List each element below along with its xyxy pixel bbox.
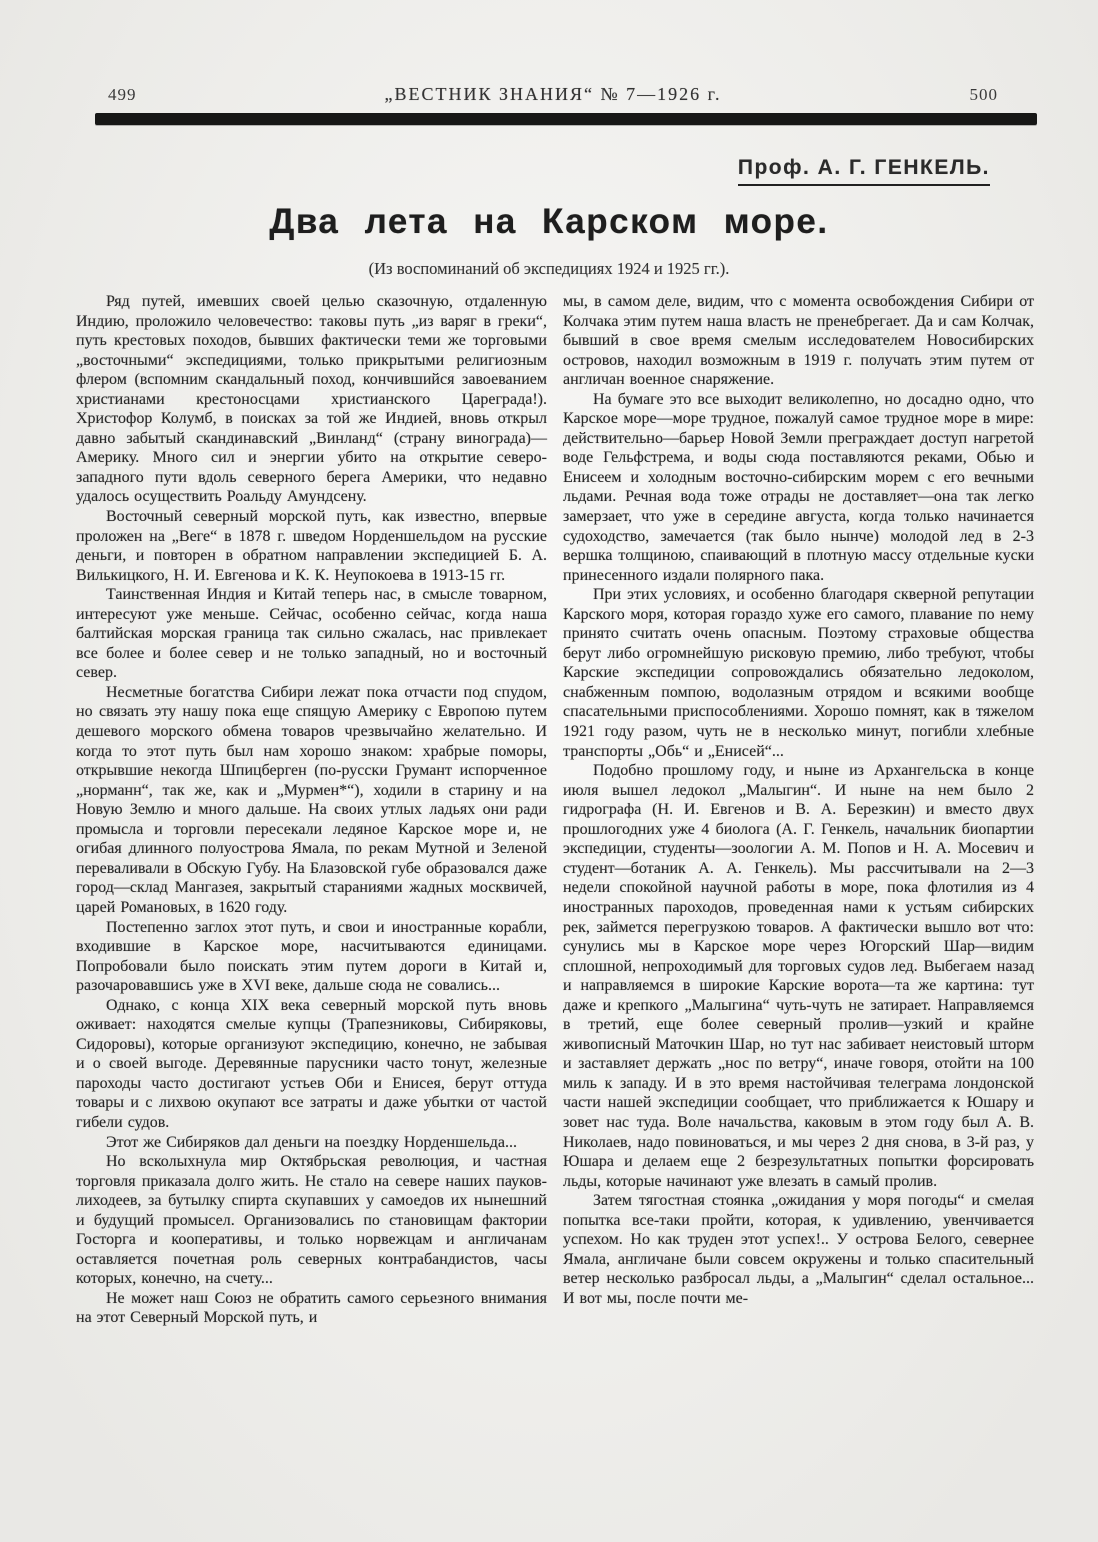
paragraph: На бумаге это все выходит великолепно, но досадно одно, что Карское море—море трудное, пожалуй самое трудное море в мире: действительно—барьер Новой Земли преграждает доступ нагретой воде Гельфстрема, и воды сюда поставляются реками, Обью и Енисеем и холодным восточно-сибирским морем с его вечными льдами. Речная вода тоже отрады не доставляет—она так легко замерзает, что уже в середине августа, когда только начинается судоходство, замечается (так было нынче) молодой лед в 2-3 вершка толщиною, спаивающий в плотную массу отдельные куски принесенного издали полярного пака. [563, 390, 1034, 584]
article-body [76, 292, 1034, 1328]
byline-row [0, 156, 990, 186]
paragraph: Постепенно заглох этот путь, и свои и иностранные корабли, входившие в Карское море, насчитываются единицами. Попробовали было поискать этим путем дороги в Китай и, разочаровавшись уже в XVI веке, дальше сюда не совались... [76, 918, 547, 995]
author-byline: Проф. А. Г. ГЕНКЕЛЬ. [738, 156, 990, 186]
paragraph: Этот же Сибиряков дал деньги на поездку Норденшельда... [106, 1133, 518, 1151]
paragraph: Не может наш Союз не обратить самого серьезного внимания на этот Северный Морской путь, и [76, 1289, 547, 1327]
running-head [108, 84, 998, 105]
article-subtitle: (Из воспоминаний об экспедициях 1924 и 1925 гг.). [368, 259, 730, 278]
header-rule [95, 113, 1037, 125]
paragraph: мы, в самом деле, видим, что с момента освобождения Сибири от Колчака этим путем наша власть не пренебрегает. Да и сам Колчак, бывший в свое время смелым исследователем Новосибирских островов, находил возможным в 1919 г. получать этим путем от англичан военное снаряжение. [563, 293, 1034, 389]
paragraph: При этих условиях, и особенно благодаря скверной репутации Карского моря, которая гораздо хуже его самого, плавание по нему принято считать очень опасным. Поэтому страховые общества берут либо огромнейшую рисковую премию, либо требуют, чтобы Карские экспедиции сопровождались обязательно ледоколом, снабженным помпою, водолазным отрядом и всякими вообще спасательными приспособлениями. Хорошо помнят, как в тяжелом 1921 году разом, чуть не в несколько минут, погибли хлебные транспорты „Обь“ и „Енисей“... [563, 586, 1034, 760]
left-column [76, 292, 547, 1328]
paragraph: Несметные богатства Сибири лежат пока отчасти под спудом, но связать эту нашу пока еще спящую Америку с Европою путем дешевого морского обмена товаров чрезвычайно желательно. И когда то этот путь был нам хорошо знаком: храбрые поморы, открывшие некогда Шпицберген (по-русски Грумант испорченное „норманн“, так же, как и „Мурмен*“), ходили в старину и на Новую Землю и много дальше. На своих утлых ладьях они ради промысла и торговли пересекали ледяное Карское море и, не огибая длинного полуострова Ямала, по рекам Мутной и Зеленой переваливали в Обскую Губу. На Блазовской губе образовался даже город—склад Мангазея, закрытый стараниями жадных москвичей, царей Романовых, в 1620 году. [76, 683, 547, 916]
page-number-left: 499 [108, 85, 137, 104]
journal-title: „ВЕСТНИК ЗНАНИЯ“ № 7—1926 г. [384, 84, 722, 104]
paragraph: Таинственная Индия и Китай теперь нас, в смысле товарном, интересуют уже меньше. Сейчас, особенно сейчас, когда наша балтийская морская граница так сильно сжалась, нас привлекает все более и более север и не только западный, но и восточный север. [76, 586, 547, 682]
paragraph: Но всколыхнула мир Октябрьская революция, и частная торговля приказала долго жить. Не стало на севере наших пауков-лиходеев, за бутылку спирта скупавших у самоедов их нынешний и будущий промысел. Организовались по становищам фактории Госторга и кооперативы, и только норвежцам и англичанам оставляется почетная роль северных контрабандистов, часы которых, конечно, на счету... [76, 1153, 547, 1288]
paragraph: Ряд путей, имевших своей целью сказочную, отдаленную Индию, проложило человечество: таковы путь „из варяг в греки“, путь крестовых походов, бывших фактически теми же торговыми „восточными“ экспедициями, только прикрытыми религиозным флером (вспомним скандальный поход, кончившийся завоеванием христианами крестоносцами христианского Цареграда!). Христофор Колумб, в поисках за той же Индией, вновь открыл давно забытый скандинавский „Винланд“ (страну винограда)—Америку. Много сил и энергии убито на открытие северо-западного пути вдоль северного берега Америки, что недавно удалось осуществить Роальду Амундсену. [76, 293, 547, 506]
paragraph: Подобно прошлому году, и ныне из Архангельска в конце июля вышел ледокол „Малыгин“. И ныне на нем было 2 гидрографа (Н. И. Евгенов и В. А. Березкин) и вместо двух прошлогодних уже 4 биолога (А. Г. Генкель, начальник биопартии экспедиции, студенты—зоологии А. М. Попов и Н. А. Мосевич и студент—ботаник А. А. Генкель). Мы рассчитывали на 2—3 недели спокойной научной работы в море, пока флотилия из 4 иностранных пароходов, проведенная нами к устьям сибирских рек, займется перегрузкою товаров. А фактически вышло вот что: сунулись мы в Карское море через Югорский Шар—видим сплошной, непроходимый для торговых судов лед. Выбегаем назад и направляемся в широкие Карские ворота—та же картина: тут даже и крепкого „Малыгина“ чуть-чуть не затирает. Направляемся в третий, еще более северный пролив—узкий и крайне живописный Маточкин Шар, но тут нас забивает неистовый шторм и заставляет держать „нос по ветру“, иначе говоря, отойти на 100 миль к западу. И в это время настойчивая телеграма лондонской части нашей экспедиции сообщает, что приближается к Юшару и зовет нас туда. Воле начальства, каковым в этом году был А. В. Николаев, надо повиноваться, и мы через 2 дня снова, в 3-й раз, у Юшара и делаем еще 2 безрезультатных попытки форсировать льды, которые начинают уже влезать в самый пролив. [563, 762, 1034, 1190]
right-column [563, 292, 1034, 1328]
article-title: Два лета на Карском море. [269, 202, 829, 241]
paragraph: Затем тягостная стоянка „ожидания у моря погоды“ и смелая попытка все-таки пройти, которая, к удивлению, увенчивается успехом. Но как труден этот успех!.. У острова Белого, севернее Ямала, англичане были совсем окружены и только спасительный ветер несколько разбросал льды, а „Малыгин“ сделал остальное... И вот мы, после почти ме- [563, 1192, 1034, 1307]
page-number-right: 500 [969, 85, 998, 104]
paragraph: Восточный северный морской путь, как известно, впервые проложен на „Веге“ в 1878 г. шведом Норденшельдом на русские деньги, и повторен в обратном направлении экспедицией Б. А. Вилькицкого, Н. И. Евгенова и К. К. Неупокоева в 1913-15 гг. [76, 508, 547, 584]
paragraph: Однако, с конца XIX века северный морской путь вновь оживает: находятся смелые купцы (Трапезниковы, Сибиряковы, Сидоровы), которые организуют экспедицию, конечно, не забывая и о своей выгоде. Деревянные парусники часто тонут, железные пароходы часто достигают устьев Оби и Енисея, берут оттуда товары и с лихвою окупают все затраты и даже убытки от частой гибели судов. [76, 996, 547, 1131]
